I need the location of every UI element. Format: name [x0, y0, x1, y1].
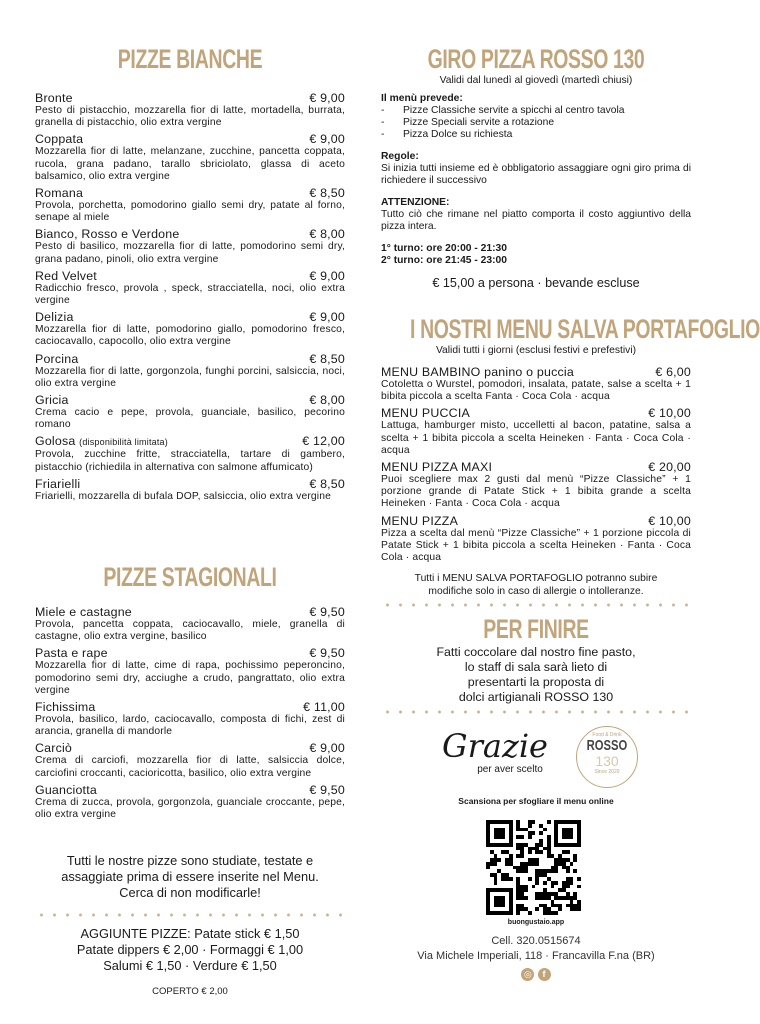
- item-name: [381, 461, 492, 474]
- qr-code[interactable]: [486, 820, 581, 915]
- item-price: € 8,50: [309, 186, 345, 201]
- item-header: [381, 407, 691, 420]
- item-list: [381, 366, 691, 564]
- section-subtitle: Validi tutti i giorni (esclusi festivi e prefestivi): [435, 345, 637, 356]
- list-text: Pizze Classiche servite a spicchi al centro tavola: [403, 105, 625, 116]
- list-text: Pizze Speciali servite a rotazione: [403, 117, 555, 128]
- item-price: € 9,00: [309, 91, 345, 105]
- item-header: [35, 478, 345, 491]
- list-item: [381, 129, 691, 141]
- item-name-text: Romana: [35, 186, 84, 201]
- item-name-text: Carciò: [35, 741, 73, 756]
- menu-item: [35, 311, 345, 348]
- item-name-text: Red Velvet: [35, 268, 97, 283]
- item-header: [35, 311, 345, 324]
- item-name: [35, 270, 97, 283]
- extras-line: AGGIUNTE PIZZE: Patate stick € 1,50: [80, 926, 300, 941]
- menu-item: [35, 133, 345, 183]
- list-text: Pizza Dolce su richiesta: [403, 129, 513, 140]
- item-description: Friarielli, mozzarella di bufala DOP, salsiccia, olio extra vergine: [35, 490, 331, 502]
- item-description: Pizza a scelta dal menù “Pizze Classiche” + 1 porzione piccola di Patate Stick + 1 bibita piccola a scelta Heineken · Fanta · Coca Cola · acqua: [381, 527, 691, 564]
- label: ATTENZIONE:: [381, 197, 450, 208]
- item-name: [35, 478, 80, 491]
- grazie-sub: per aver scelto: [477, 764, 543, 775]
- item-header: [35, 228, 345, 241]
- item-description: Provola, pancetta coppata, caciocavallo, miele, granella di castagne, olio extra vergine, basilico: [35, 619, 345, 643]
- item-name-text: MENU PIZZA: [381, 513, 459, 528]
- item-name-text: Miele e castagne: [35, 605, 132, 619]
- item-header: [35, 701, 345, 714]
- salva-note: Tutti i MENU SALVA PORTAFOGLIO potranno subire: [414, 573, 658, 585]
- item-note: (disponibilità limitata): [79, 437, 168, 448]
- item-header: [35, 647, 345, 660]
- giro-list: [381, 105, 691, 141]
- text-line: presentarti la proposta di: [467, 675, 605, 689]
- note-line: Cerca di non modificarle!: [119, 885, 261, 900]
- item-price: € 10,00: [648, 406, 691, 421]
- item-name-text: Pasta e rape: [35, 646, 108, 661]
- item-description: Cotoletta o Wurstel, pomodori, insalata, patate, salse a scelta + 1 bibita piccola a scelta Fanta · Coca Cola · acqua: [381, 379, 691, 403]
- item-name-text: Fichissima: [35, 700, 96, 715]
- item-price: € 12,00: [302, 434, 345, 449]
- item-name-text: Guanciotta: [35, 782, 97, 797]
- note-line: Tutti le nostre pizze sono studiate, testate e: [66, 853, 314, 868]
- item-price: € 8,50: [309, 476, 345, 491]
- turn: 1° turno: ore 20:00 - 21:30: [381, 243, 508, 254]
- menu-item: [35, 606, 345, 643]
- menu-item: [35, 647, 345, 697]
- salva-footnote: [381, 572, 691, 598]
- item-name-text: Bianco, Rosso e Verdone: [35, 227, 180, 242]
- menu-item: [35, 701, 345, 738]
- menu-item: [35, 92, 345, 129]
- item-name-text: Gricia: [35, 393, 69, 408]
- extras-line: Patate dippers € 2,00 · Formaggi € 1,00: [76, 942, 304, 957]
- pizza-note: [35, 853, 345, 1000]
- list-item: [381, 117, 691, 129]
- dotted-divider: [381, 710, 691, 714]
- item-name-text: MENU PIZZA MAXI: [381, 460, 493, 475]
- item-header: [35, 133, 345, 146]
- logo-text: 130: [595, 753, 619, 769]
- item-name-text: MENU PUCCIA: [381, 406, 470, 421]
- pizze-bianche-section: [35, 44, 345, 507]
- item-price: € 9,50: [309, 646, 345, 661]
- logo-text: Food & Drink: [592, 732, 622, 738]
- item-price: € 20,00: [648, 460, 691, 475]
- item-name: [381, 407, 470, 420]
- grazie-logo: [430, 728, 560, 776]
- item-name: [35, 742, 72, 755]
- section-title: PIZZE BIANCHE: [117, 44, 263, 74]
- menu-item: [381, 407, 691, 457]
- item-header: [35, 435, 345, 449]
- rules-text: Si inizia tutti insieme ed è obbligatorio assaggiare ogni giro prima di richiedere il successivo: [381, 163, 691, 186]
- item-name: [35, 606, 132, 619]
- item-description: Crema di carciofi, mozzarella fior di latte, salsiccia dolce, carciofini croccanti, cacioricotta, basilico, olio extra vergine: [35, 755, 345, 779]
- coperto: COPERTO € 2,00: [152, 986, 228, 997]
- item-name: [35, 701, 96, 714]
- menu-item: [381, 366, 691, 403]
- rosso-130-logo: [576, 726, 638, 788]
- menu-item: [35, 187, 345, 224]
- item-name: [35, 394, 69, 407]
- item-header: [35, 270, 345, 283]
- facebook-icon[interactable]: f: [538, 968, 551, 981]
- item-header: [35, 606, 345, 619]
- menu-item: [35, 784, 345, 821]
- item-name: [35, 228, 179, 241]
- bullet: -: [381, 105, 385, 116]
- item-description: Mozzarella fior di latte, gorgonzola, funghi porcini, salsiccia, noci, olio extra vergine: [35, 365, 345, 389]
- qr-module: [577, 911, 581, 915]
- item-price: € 11,00: [303, 700, 345, 715]
- item-price: € 9,00: [309, 310, 345, 325]
- item-header: [381, 515, 691, 528]
- menu-item: [35, 742, 345, 779]
- item-header: [381, 366, 691, 379]
- item-description: Mozzarella fior di latte, melanzane, zucchine, pancetta coppata, rucola, grana padano, tarallo sbriciolato, glassa di aceto balsamico, olio extra vergine: [35, 146, 345, 182]
- item-header: [35, 784, 345, 797]
- item-price: € 10,00: [648, 513, 691, 528]
- menu-item: [381, 461, 691, 511]
- item-list: [35, 606, 345, 821]
- pizze-stagionali-section: [35, 562, 345, 825]
- menu-item: [381, 515, 691, 565]
- phone[interactable]: Cell. 320.0515674: [491, 935, 581, 947]
- attention-text: Tutto ciò che rimane nel piatto comporta il costo aggiuntivo della pizza intera.: [381, 209, 691, 232]
- item-header: [35, 742, 345, 755]
- item-header: [381, 461, 691, 474]
- item-price: € 9,50: [309, 782, 345, 797]
- item-description: Crema di zucca, provola, gorgonzola, guanciale croccante, pepe, olio extra vergine: [35, 796, 345, 821]
- social-links: [381, 967, 691, 982]
- note-line: assaggiate prima di essere inserite nel Menu.: [61, 869, 319, 884]
- item-price: € 9,00: [309, 268, 345, 283]
- section-subtitle: Validi dal lunedì al giovedì (martedì chiusi): [439, 75, 633, 86]
- menu-item: [35, 270, 345, 307]
- finire-text: [381, 645, 691, 705]
- section-title: GIRO PIZZA ROSSO 130: [427, 44, 645, 74]
- qr-label: Scansiona per sfogliare il menu online: [458, 796, 614, 806]
- item-description: Puoi scegliere max 2 gusti dal menù “Pizze Classiche” + 1 porzione grande di Patate Stick + 1 bibita grande a scelta Heineken · Fanta · Coca Cola · acqua: [381, 474, 691, 510]
- menu-item: [35, 353, 345, 390]
- item-description: Pesto di basilico, mozzarella fior di latte, pomodorino semi dry, grana padano, pinoli, olio extra vergine: [35, 241, 345, 265]
- label: Il menù prevede:: [381, 93, 463, 104]
- item-header: [35, 394, 345, 407]
- item-description: Radicchio fresco, provola , speck, stracciatella, noci, olio extra vergine: [35, 282, 345, 307]
- item-name-text: Friarielli: [35, 476, 81, 491]
- extras-line: Salumi € 1,50 · Verdure € 1,50: [103, 958, 277, 973]
- item-price: € 8,00: [309, 393, 345, 408]
- item-name-text: Golosa: [35, 434, 76, 449]
- bullet: -: [381, 117, 385, 128]
- item-description: Provola, basilico, lardo, caciocavallo, composta di fichi, zest di arancia, granella di mandorle: [35, 714, 345, 738]
- list-item: [381, 105, 691, 117]
- item-name: [35, 133, 83, 146]
- label: Regole:: [381, 151, 419, 162]
- item-price: € 8,50: [309, 351, 345, 366]
- address: Via Michele Imperiali, 118 · Francavilla F.na (BR): [417, 950, 655, 962]
- logo-text: ROSSO: [586, 737, 628, 754]
- qr-site[interactable]: buongustaio.app: [507, 919, 565, 926]
- item-name: [35, 784, 97, 797]
- item-description: Pesto di pistacchio, mozzarella fior di latte, mortadella, burrata, granella di pistacchio, olio extra vergine: [35, 105, 345, 129]
- per-finire-section: [381, 614, 691, 714]
- giro-price: € 15,00 a persona · bevande escluse: [432, 276, 640, 290]
- item-name: [381, 515, 458, 528]
- menu-item: [35, 478, 345, 503]
- item-header: [35, 353, 345, 366]
- menu-item: [35, 435, 345, 473]
- menu-item: [35, 394, 345, 431]
- logo-text: Since 2020: [594, 769, 620, 775]
- menu-item: [35, 228, 345, 265]
- item-price: € 8,00: [309, 227, 345, 242]
- item-description: Crema cacio e pepe, provola, guanciale, basilico, pecorino romano: [35, 407, 345, 431]
- item-name-text: Porcina: [35, 351, 79, 366]
- item-header: [35, 187, 345, 200]
- qr-grid[interactable]: [486, 820, 581, 915]
- item-name: [35, 92, 73, 105]
- item-name-text: MENU BAMBINO panino o puccia: [381, 365, 574, 379]
- dotted-divider: [381, 603, 691, 607]
- contact-block: [381, 934, 691, 982]
- item-description: Lattuga, hamburger misto, uccelletti al bacon, patatine, salsa a scelta + 1 bibita piccola a scelta Heineken · Fanta · Coca Cola · acqua: [381, 420, 691, 456]
- bullet: -: [381, 129, 385, 140]
- item-description: Provola, zucchine fritte, stracciatella, tartare di gambero, pistacchio (richiedila in alternativa con salmone affumicato): [35, 449, 345, 473]
- dotted-divider: [35, 913, 345, 917]
- item-name: [35, 311, 74, 324]
- salva-note: modifiche solo in caso di allergie o intolleranze.: [428, 586, 644, 598]
- giro-details: [381, 93, 691, 267]
- item-header: [35, 92, 345, 105]
- item-name-text: Delizia: [35, 310, 74, 325]
- item-list: [35, 92, 345, 503]
- giro-pizza-section: [381, 44, 691, 290]
- section-title: PIZZE STAGIONALI: [103, 562, 277, 592]
- text-line: Fatti coccolare dal nostro fine pasto,: [436, 645, 636, 659]
- item-name: [381, 366, 574, 379]
- item-price: € 9,00: [309, 132, 345, 147]
- turn: 2° turno: ore 21:45 - 23:00: [381, 255, 508, 266]
- item-price: € 9,50: [309, 605, 345, 619]
- salva-portafoglio-section: [381, 314, 760, 607]
- section-title: PER FINIRE: [483, 614, 589, 644]
- item-description: Mozzarella fior di latte, cime di rapa, pochissimo peperoncino, pomodorino semi dry, acciughe a crudo, pangrattato, olio extra vergine: [35, 660, 345, 696]
- item-name: [35, 435, 168, 449]
- item-name: [35, 187, 83, 200]
- item-description: Mozzarella fior di latte, pomodorino giallo, pomodorino fresco, caciocavallo, capocollo, olio extra vergine: [35, 324, 345, 348]
- section-title: I NOSTRI MENU SALVA PORTAFOGLIO: [410, 314, 760, 344]
- text-line: dolci artigianali ROSSO 130: [458, 690, 614, 704]
- item-price: € 9,00: [309, 741, 345, 756]
- item-name-text: Coppata: [35, 132, 84, 147]
- instagram-icon[interactable]: ◎: [521, 968, 534, 981]
- grazie-script: Grazie: [442, 727, 548, 765]
- item-name-text: Bronte: [35, 91, 73, 105]
- item-name: [35, 647, 108, 660]
- item-name: [35, 353, 78, 366]
- item-price: € 6,00: [655, 365, 691, 379]
- item-description: Provola, porchetta, pomodorino giallo semi dry, patate al forno, senape al miele: [35, 200, 345, 224]
- text-line: lo staff di sala sarà lieto di: [464, 660, 608, 674]
